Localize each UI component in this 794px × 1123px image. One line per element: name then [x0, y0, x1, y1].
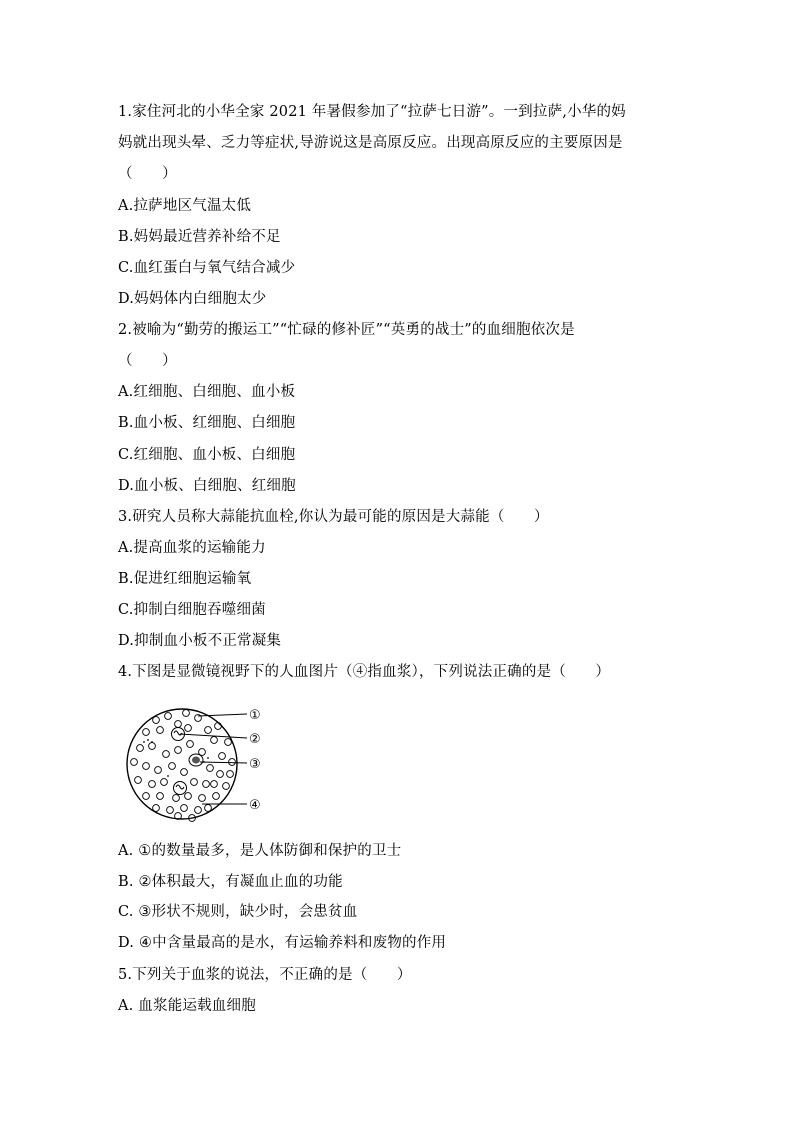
figure-label-2: ② [249, 732, 261, 747]
q4-option-b: B. ②体积最大，有凝血止血的功能 [118, 874, 343, 890]
q3-option-c: C.抑制白细胞吞噬细菌 [118, 602, 266, 618]
q4-stem: 4.下图是显微镜视野下的人血图片（④指血浆），下列说法正确的是（ ） [118, 664, 611, 680]
q2-option-c: C.红细胞、血小板、白细胞 [118, 447, 296, 463]
q5-stem: 5.下列关于血浆的说法，不正确的是（ ） [118, 967, 412, 983]
q1-stem-line1: 1.家住河北的小华全家 2021 年暑假参加了“拉萨七日游”。一到拉萨,小华的妈 [118, 104, 626, 120]
figure-label-4: ④ [249, 798, 261, 813]
q3-option-a: A.提高血浆的运输能力 [118, 540, 266, 556]
q1-option-d: D.妈妈体内白细胞太少 [118, 291, 267, 307]
blood-smear-illustration [127, 709, 247, 821]
blood-smear-figure [118, 700, 278, 830]
q5-option-a: A. 血浆能运载血细胞 [118, 998, 256, 1014]
q4-option-a: A. ①的数量最多，是人体防御和保护的卫士 [118, 843, 402, 859]
q2-stem: 2.被喻为“勤劳的搬运工”“忙碌的修补匠”“英勇的战士”的血细胞依次是 [118, 322, 575, 338]
q1-stem-line2: 妈就出现头晕、乏力等症状,导游说这是高原反应。出现高原反应的主要原因是 [118, 135, 623, 151]
q1-option-b: B.妈妈最近营养补给不足 [118, 229, 281, 245]
q3-stem: 3.研究人员称大蒜能抗血栓,你认为最可能的原因是大蒜能（ ） [118, 509, 549, 525]
q3-option-b: B.促进红细胞运输氧 [118, 571, 252, 587]
q2-option-b: B.血小板、红细胞、白细胞 [118, 415, 296, 431]
q1-option-c: C.血红蛋白与氧气结合减少 [118, 260, 296, 276]
q1-option-a: A.拉萨地区气温太低 [118, 198, 252, 214]
q1-answer-paren: （ ） [118, 166, 177, 182]
q4-option-d: D. ④中含量最高的是水，有运输养料和废物的作用 [118, 935, 447, 951]
q2-answer-paren: （ ） [118, 353, 177, 369]
q2-option-d: D.血小板、白细胞、红细胞 [118, 478, 296, 494]
q3-option-d: D.抑制血小板不正常凝集 [118, 633, 282, 649]
figure-label-3: ③ [249, 757, 261, 772]
figure-label-1: ① [249, 708, 261, 723]
q2-option-a: A.红细胞、白细胞、血小板 [118, 384, 296, 400]
q4-option-c: C. ③形状不规则，缺少时，会患贫血 [118, 904, 358, 920]
